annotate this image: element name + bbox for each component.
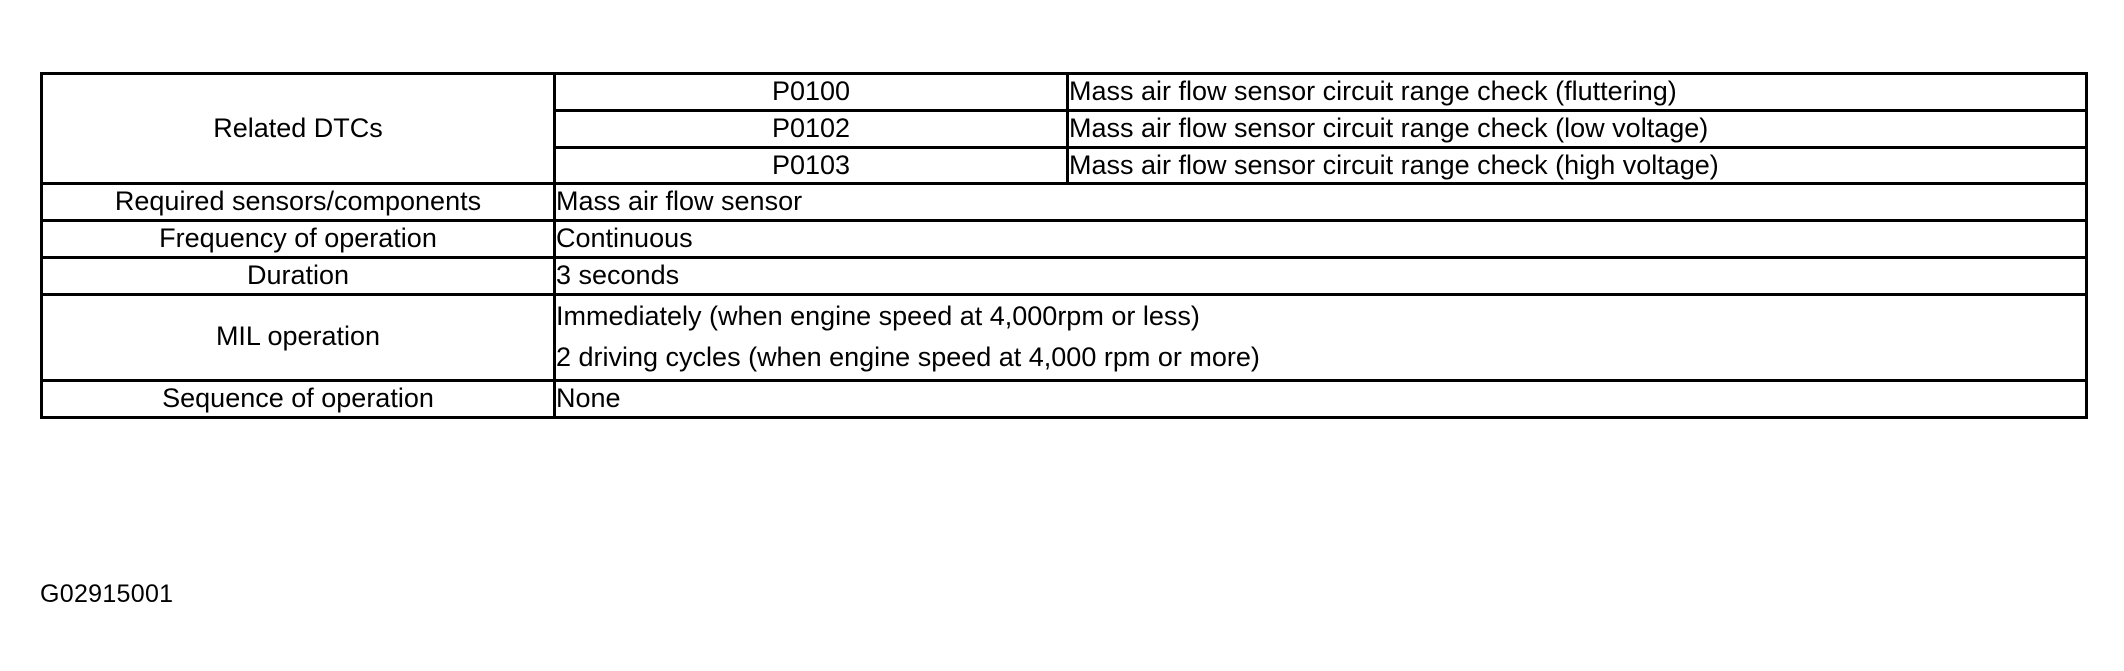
row-label-required-sensors: Required sensors/components <box>42 184 555 221</box>
figure-caption: G02915001 <box>40 580 174 608</box>
row-value-mil-operation <box>555 294 2087 381</box>
row-label-frequency-of-operation: Frequency of operation <box>42 221 555 258</box>
spec-table-container <box>40 72 2088 419</box>
dtc-description: Mass air flow sensor circuit range check (low voltage) <box>1068 110 2087 147</box>
dtc-description: Mass air flow sensor circuit range check (high voltage) <box>1068 147 2087 184</box>
row-value-required-sensors: Mass air flow sensor <box>555 184 2087 221</box>
dtc-code: P0100 <box>555 74 1068 111</box>
table-row <box>42 74 2087 111</box>
row-label-mil-operation: MIL operation <box>42 294 555 381</box>
related-dtcs-label: Related DTCs <box>42 74 555 184</box>
table-row <box>42 221 2087 258</box>
mil-operation-line-2: 2 driving cycles (when engine speed at 4,000 rpm or more) <box>556 342 1260 373</box>
row-value-frequency-of-operation: Continuous <box>555 221 2087 258</box>
row-value-sequence-of-operation: None <box>555 381 2087 418</box>
table-row <box>42 257 2087 294</box>
table-row <box>42 184 2087 221</box>
dtc-description: Mass air flow sensor circuit range check (fluttering) <box>1068 74 2087 111</box>
dtc-code: P0102 <box>555 110 1068 147</box>
diagnostic-spec-table <box>40 72 2088 419</box>
dtc-code: P0103 <box>555 147 1068 184</box>
row-value-duration: 3 seconds <box>555 257 2087 294</box>
row-label-duration: Duration <box>42 257 555 294</box>
mil-operation-line-1: Immediately (when engine speed at 4,000rpm or less) <box>556 300 1200 331</box>
table-row <box>42 381 2087 418</box>
row-label-sequence-of-operation: Sequence of operation <box>42 381 555 418</box>
table-row <box>42 294 2087 381</box>
